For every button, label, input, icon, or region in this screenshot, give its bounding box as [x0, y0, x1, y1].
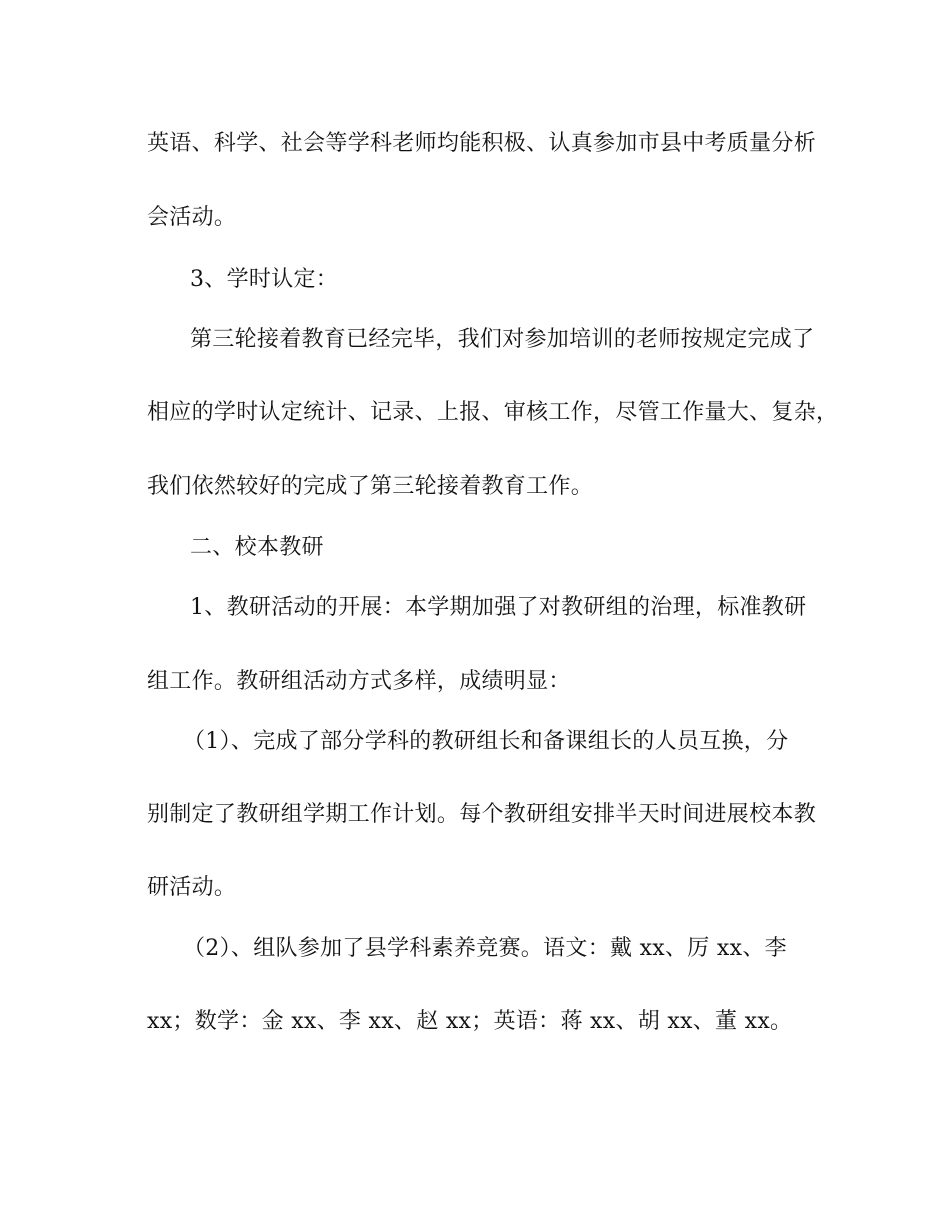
- paragraph-line: 1、教研活动的开展：本学期加强了对教研组的治理，标准教研: [190, 595, 807, 620]
- paragraph-line: 别制定了教研组学期工作计划。每个教研组安排半天时间进展校本教: [147, 802, 817, 827]
- section-heading: 3、学时认定：: [190, 267, 339, 292]
- paragraph-line: 研活动。: [147, 875, 237, 900]
- paragraph-line: （2）、组队参加了县学科素养竞赛。语文：戴 xx、厉 xx、李: [183, 936, 787, 961]
- paragraph-line: 相应的学时认定统计、记录、上报、审核工作，尽管工作量大、复杂，: [147, 400, 839, 425]
- paragraph-line: 会活动。: [147, 205, 237, 230]
- section-heading: 二、校本教研: [190, 535, 324, 560]
- paragraph-line: （1）、完成了部分学科的教研组长和备课组长的人员互换，分: [183, 729, 789, 754]
- paragraph-line: 我们依然较好的完成了第三轮接着教育工作。: [147, 474, 594, 499]
- paragraph-line: xx；数学：金 xx、李 xx、赵 xx；英语：蒋 xx、胡 xx、董 xx。: [147, 1009, 793, 1034]
- paragraph-line: 组工作。教研组活动方式多样，成绩明显：: [147, 669, 571, 694]
- paragraph-line: 第三轮接着教育已经完毕，我们对参加培训的老师按规定完成了: [190, 327, 815, 352]
- paragraph-line: 英语、科学、社会等学科老师均能积极、认真参加市县中考质量分析: [147, 131, 817, 156]
